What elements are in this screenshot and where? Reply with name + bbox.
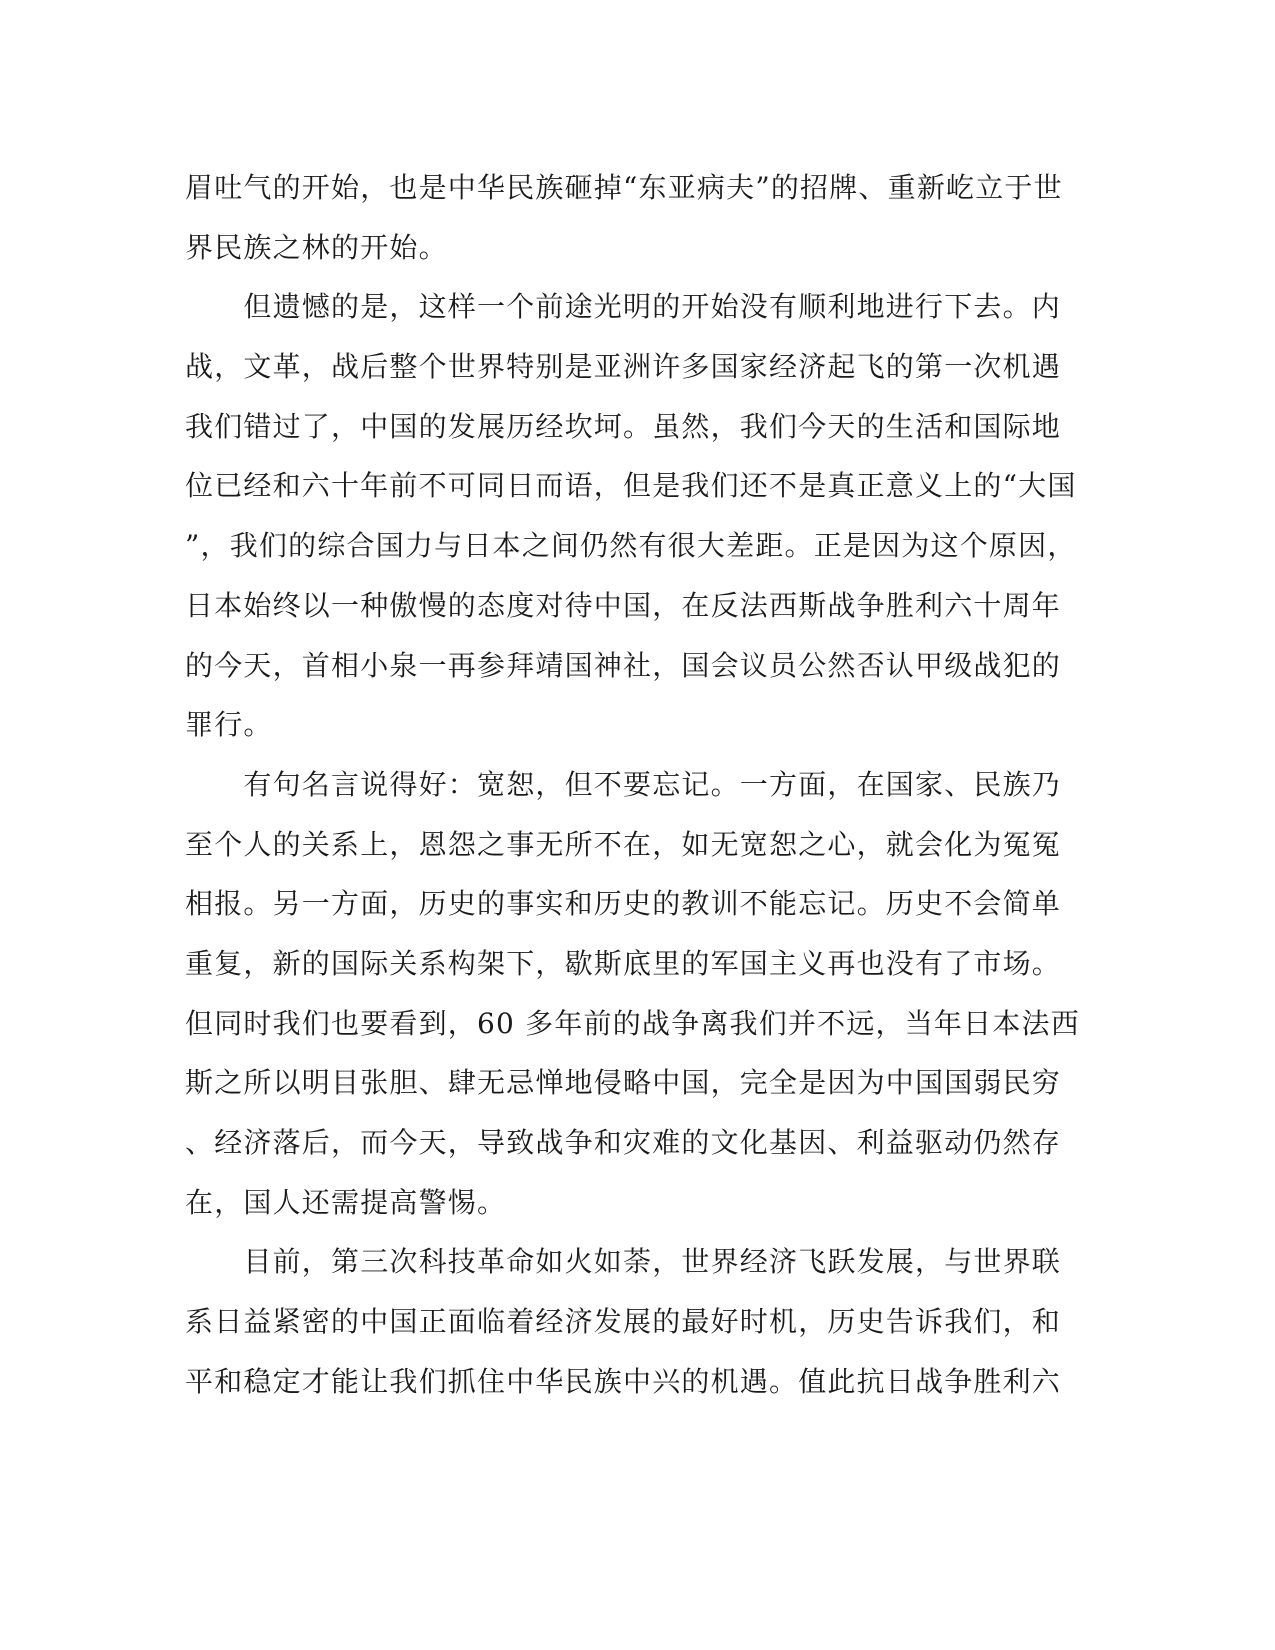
text-line: 斯之所以明目张胆、肆无忌惮地侵略中国，完全是因为中国国弱民穷	[185, 1066, 1062, 1100]
text-line: 战，文革，战后整个世界特别是亚洲许多国家经济起飞的第一次机遇	[185, 350, 1062, 384]
text-line: 我们错过了，中国的发展历经坎坷。虽然，我们今天的生活和国际地	[185, 409, 1062, 443]
text-line: 但同时我们也要看到，60 多年前的战争离我们并不远，当年日本法西	[185, 1006, 1080, 1040]
text-line: 眉吐气的开始，也是中华民族砸掉“东亚病夫”的招牌、重新屹立于世	[185, 171, 1063, 204]
text-line: 的今天，首相小泉一再参拜靖国神社，国会议员公然否认甲级战犯的	[185, 648, 1062, 682]
text-line: 相报。另一方面，历史的事实和历史的教训不能忘记。历史不会简单	[185, 887, 1062, 921]
text-line: 但遗憾的是，这样一个前途光明的开始没有顺利地进行下去。内	[185, 290, 1062, 324]
text-line: 系日益紧密的中国正面临着经济发展的最好时机，历史告诉我们，和	[185, 1305, 1062, 1339]
body-text	[185, 158, 1080, 1411]
text-line: ”，我们的综合国力与日本之间仍然有很大差距。正是因为这个原因，	[185, 529, 1077, 563]
paragraph	[185, 1232, 1065, 1411]
paragraph	[185, 158, 1065, 277]
text-line: 目前，第三次科技革命如火如荼，世界经济飞跃发展，与世界联	[185, 1245, 1062, 1279]
text-line: 罪行。	[185, 708, 273, 742]
paragraph	[185, 277, 1077, 755]
paragraph	[185, 755, 1080, 1233]
text-line: 平和稳定才能让我们抓住中华民族中兴的机遇。值此抗日战争胜利六	[185, 1364, 1062, 1398]
text-line: 重复，新的国际关系构架下，歇斯底里的军国主义再也没有了市场。	[185, 946, 1062, 980]
text-line: 至个人的关系上，恩怨之事无所不在，如无宽恕之心，就会化为冤冤	[185, 827, 1062, 861]
text-line: 界民族之林的开始。	[185, 230, 448, 264]
text-line: 、经济落后，而今天，导致战争和灾难的文化基因、利益驱动仍然存	[185, 1126, 1062, 1159]
text-line: 有句名言说得好：宽恕，但不要忘记。一方面，在国家、民族乃	[185, 767, 1062, 801]
text-line: 在，国人还需提高警惕。	[185, 1185, 507, 1219]
text-line: 位已经和六十年前不可同日而语，但是我们还不是真正意义上的“大国	[185, 469, 1077, 503]
text-line: 日本始终以一种傲慢的态度对待中国，在反法西斯战争胜利六十周年	[185, 588, 1062, 622]
